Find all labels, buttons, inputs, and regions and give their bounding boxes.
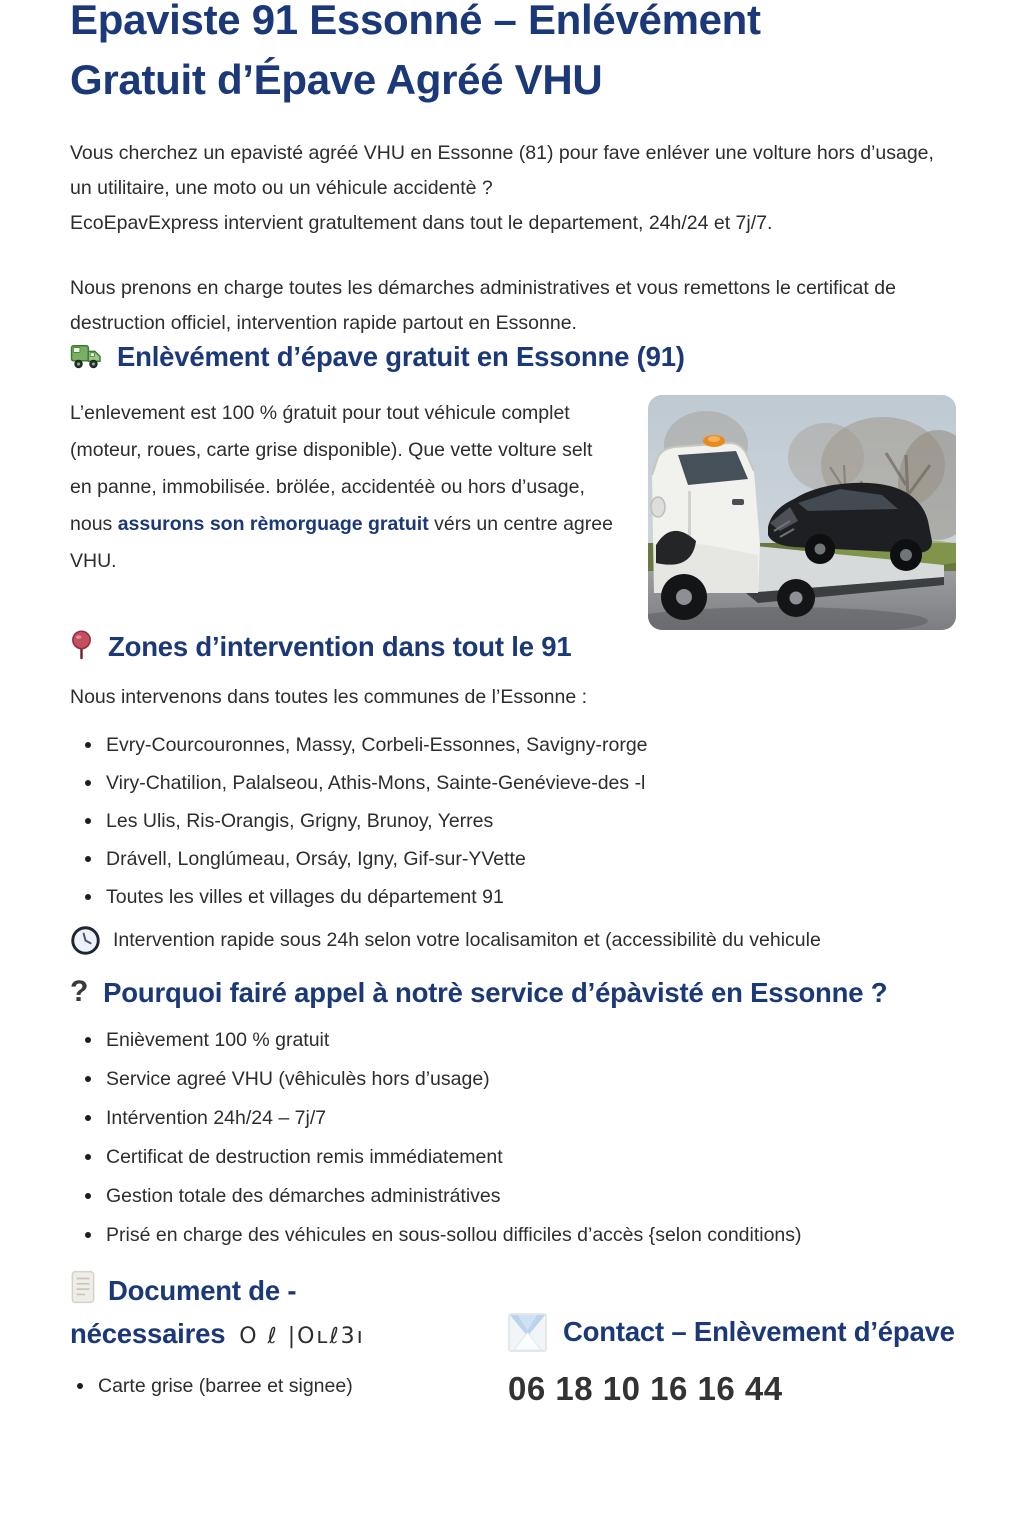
intervention-note-text: Intervention rapide sous 24h selon votre localisamiton et (accessibilitè du vehicule xyxy=(113,929,821,951)
list-item: Toutes les villes et villages du département 91 xyxy=(106,885,960,909)
enlevement-content-row xyxy=(70,395,960,630)
page-title xyxy=(70,0,960,110)
page-title-line2: Gratuit d’Épave Agréé VHU xyxy=(70,56,603,103)
section-heading-enlevement xyxy=(70,341,960,373)
map-pin-icon xyxy=(70,630,93,664)
contact-column xyxy=(500,1269,960,1412)
intro-paragraph xyxy=(70,136,956,241)
section-heading-enlevement-label: Enlèvément d’épave gratuit en Essonne (91) xyxy=(117,341,685,372)
enlevement-paragraph xyxy=(70,395,616,630)
enlevement-text-before: L’enlevement est 100 % ǵratuit pour tout véhicule complet (moteur, roues, carte grise disponible). Que vette volture selt en panne, immobilisée. brölée, accidentéè ou hors d’usage, nous xyxy=(70,402,593,535)
contact-heading-label: Contact – Enlèvement d’épave xyxy=(563,1316,955,1347)
section-heading-contact xyxy=(508,1313,960,1352)
clock-icon xyxy=(70,925,101,956)
list-item: Les Ulis, Ris-Orangis, Grigny, Brunoy, Yerres xyxy=(106,809,960,833)
section-heading-zones xyxy=(70,630,960,664)
intro-sentence-2: EcoEpavExpress intervient gratultement dans tout le departement, 24h/24 et 7j/7. xyxy=(70,212,773,234)
intervention-note xyxy=(70,925,960,956)
zones-intro: Nous intervenons dans toutes les communes de l’Essonne : xyxy=(70,686,588,708)
list-item: Carte grise (barree et signee) xyxy=(98,1374,500,1398)
question-mark-icon: ? xyxy=(70,974,89,1008)
documents-heading-line1: Document de - xyxy=(108,1274,297,1306)
list-item: Evry-Courcouronnes, Massy, Corbeli-Essonnes, Savigny-rorge xyxy=(106,733,960,757)
documents-list xyxy=(70,1374,500,1398)
list-item: Intérvention 24h/24 – 7j/7 xyxy=(106,1106,960,1130)
contact-phone-number: 06 18 10 16 16 44 xyxy=(508,1369,783,1407)
list-item: Drávell, Longlúmeau, Orsáy, Igny, Gif-sur-YVette xyxy=(106,847,960,871)
intro-paragraph-2: Nous prenons en charge toutes les démarches administratives et vous remettons le certificat de destruction officiel, intervention rapide partout en Essonne. xyxy=(70,277,896,334)
documents-heading-suffix: O ℓ |Oʟℓ3ı xyxy=(239,1323,365,1349)
documents-heading-line2: nécessaires xyxy=(70,1317,226,1349)
section-heading-pourquoi xyxy=(70,976,960,1010)
list-item: Viry-Chatilion, Palalseou, Athis-Mons, Sainte-Genévieve-des -l xyxy=(106,771,960,795)
list-item: Prisé en charge des véhicules en sous-sollou difficiles d’accès {selon conditions) xyxy=(106,1223,960,1247)
list-item: Service agreé VHU (vêhiculès hors d’usage) xyxy=(106,1067,960,1091)
documents-column xyxy=(70,1269,500,1412)
envelope-icon xyxy=(508,1313,547,1352)
document-icon xyxy=(70,1270,96,1304)
tow-truck-photo xyxy=(648,395,956,630)
enlevement-text-bold: assurons son rèmorguage gratuit xyxy=(117,513,429,535)
zones-list xyxy=(70,733,960,909)
list-item: Certificat de destruction remis immédiatement xyxy=(106,1145,960,1169)
pourquoi-list xyxy=(70,1028,960,1247)
section-heading-documents xyxy=(70,1269,500,1358)
list-item: Enièvement 100 % gratuit xyxy=(106,1028,960,1052)
section-heading-zones-label: Zones d’intervention dans tout le 91 xyxy=(108,631,572,662)
list-item: Gestion totale des démarches administrátives xyxy=(106,1184,960,1208)
section-heading-pourquoi-label: Pourquoi fairé appel à notrè service d’épàvisté en Essonne ? xyxy=(103,976,888,1008)
bottom-columns xyxy=(70,1269,960,1412)
green-truck-icon xyxy=(70,343,102,371)
enlevement-text-after: vérs un centre agree VHU. xyxy=(70,513,613,572)
intro-sentence-1: Vous cherchez un epavisté agréé VHU en Essonne (81) pour fave enléver une volture hors d’usage, un utilitaire, une moto ou un véhicule accidentè ? xyxy=(70,142,934,199)
page-title-line1: Epaviste 91 Essonné – Enlévément xyxy=(70,0,761,43)
